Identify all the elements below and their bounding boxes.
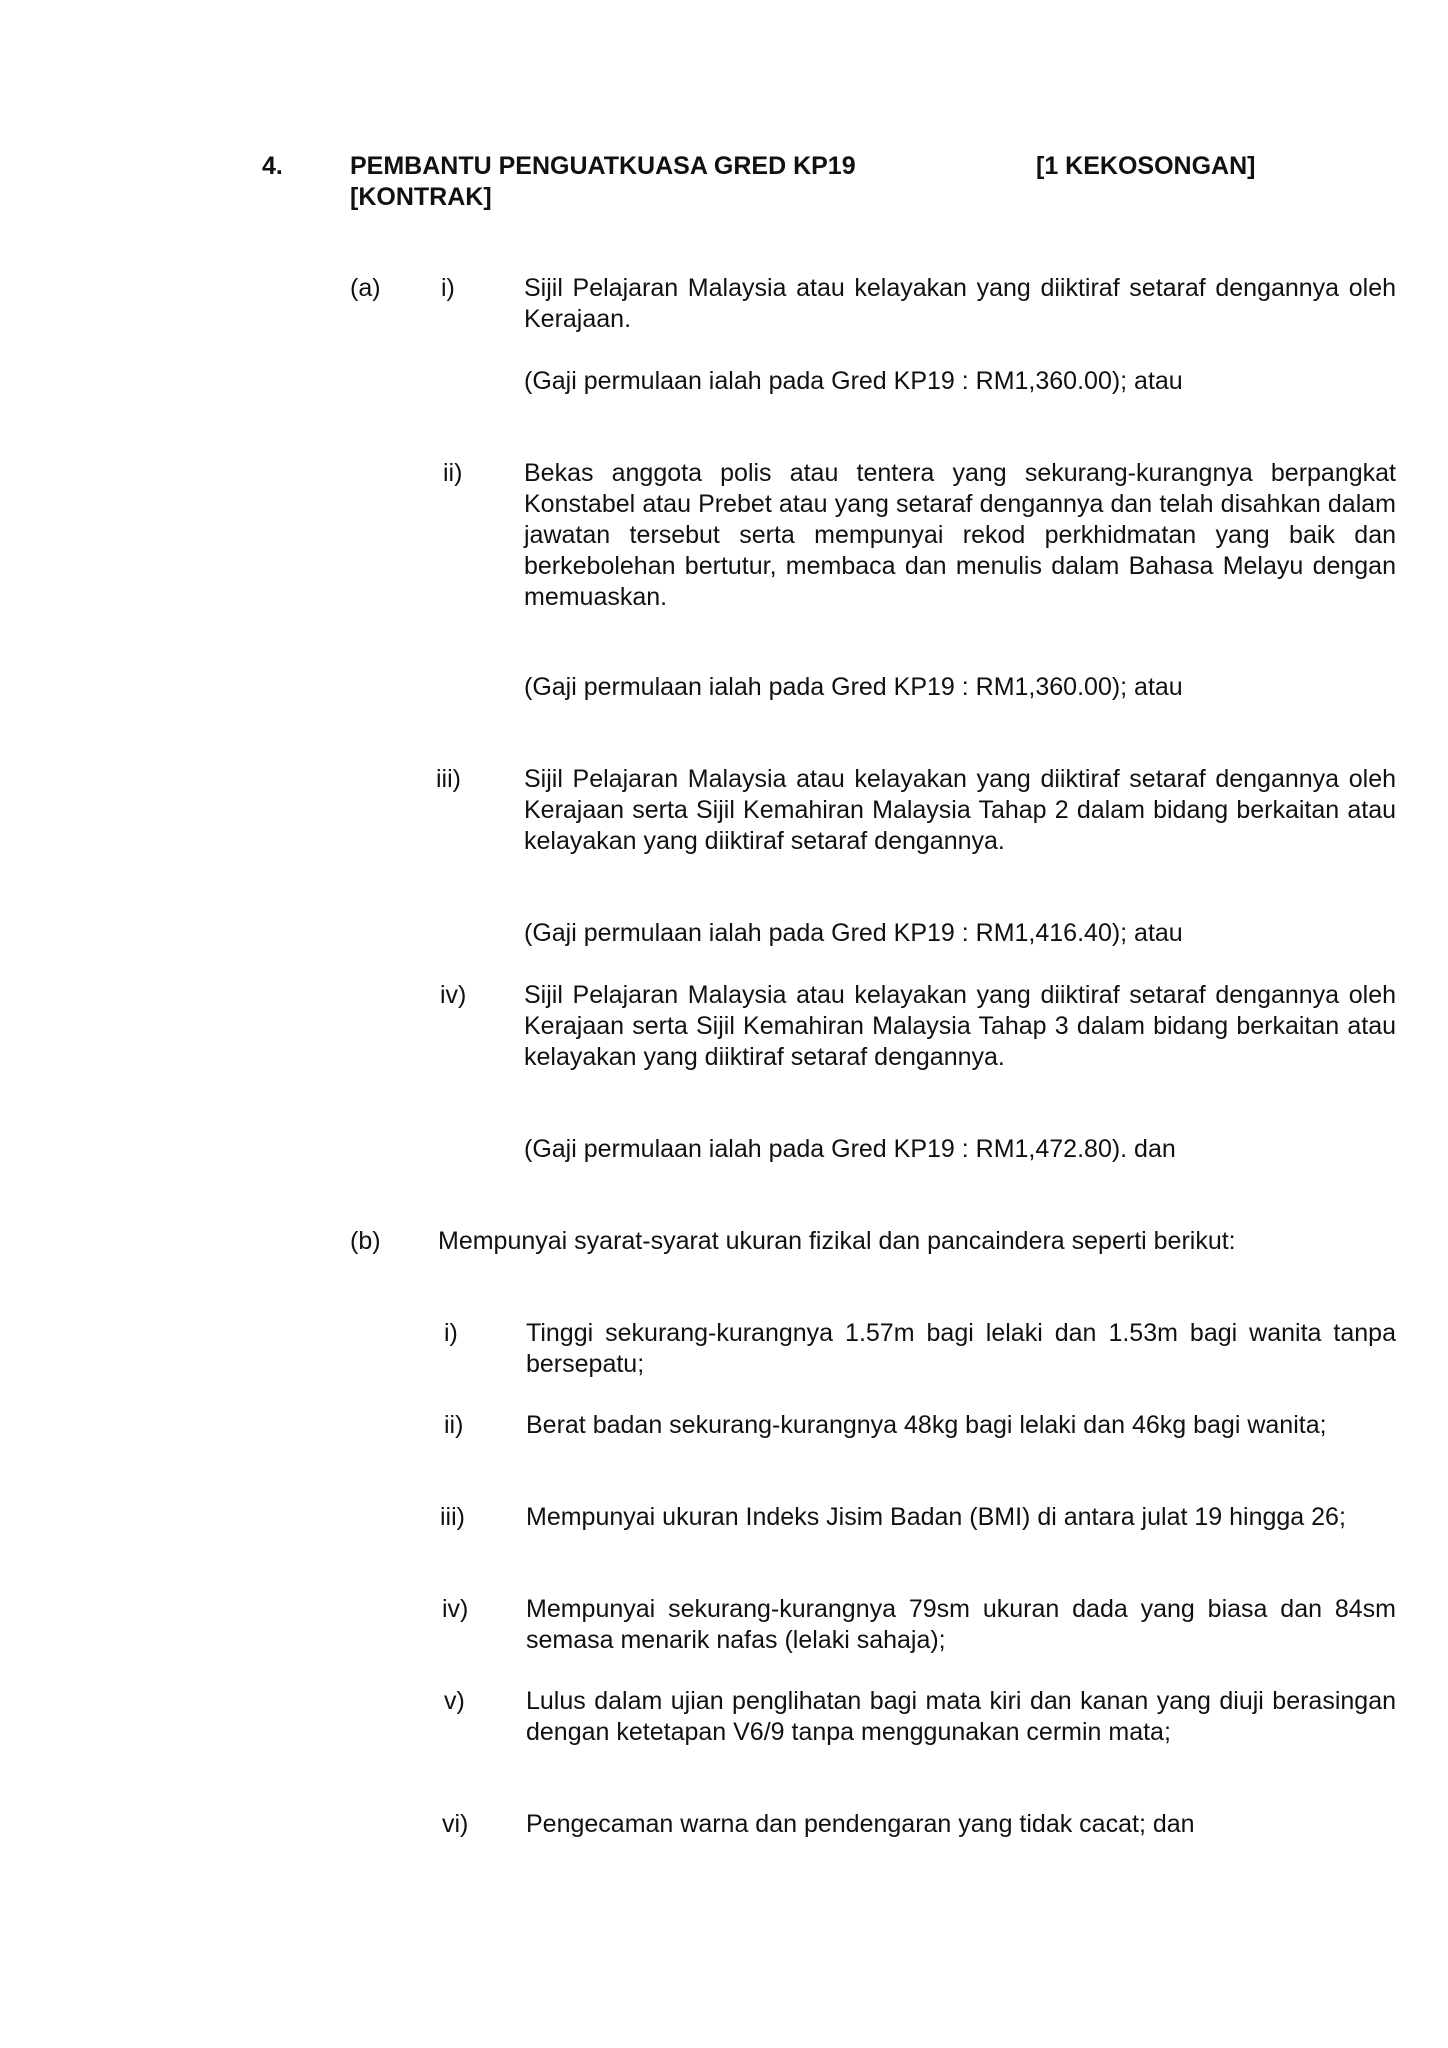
job-title: PEMBANTU PENGUATKUASA GRED KP19: [350, 152, 856, 180]
section-b-item-1-roman: i): [444, 1319, 458, 1347]
section-a-item-3-roman: iii): [436, 765, 461, 793]
section-b-item-4-roman: iv): [442, 1595, 469, 1623]
section-a-label: (a): [350, 274, 381, 302]
section-a-item-4-text: Sijil Pelajaran Malaysia atau kelayakan yang diiktiraf setaraf dengannya oleh Kerajaan serta Sijil Kemahiran Malaysia Tahap 3 dalam bidang berkaitan atau kelayakan yang diiktiraf setaraf dengannya.: [524, 981, 1396, 1071]
section-b-item-4-text: Mempunyai sekurang-kurangnya 79sm ukuran dada yang biasa dan 84sm semasa menarik nafas (lelaki sahaja);: [526, 1595, 1396, 1654]
section-b-label: (b): [350, 1227, 381, 1255]
section-b-item-3-text: Mempunyai ukuran Indeks Jisim Badan (BMI) di antara julat 19 hingga 26;: [526, 1503, 1346, 1531]
section-a-item-1-text: Sijil Pelajaran Malaysia atau kelayakan yang diiktiraf setaraf dengannya oleh Kerajaan.: [524, 274, 1396, 333]
vacancy-count: [1 KEKOSONGAN]: [1036, 152, 1256, 180]
section-b-item-5-roman: v): [444, 1687, 465, 1715]
section-b-item-2-roman: ii): [444, 1411, 464, 1439]
section-a-item-2-text: Bekas anggota polis atau tentera yang sekurang-kurangnya berpangkat Konstabel atau Prebet atau yang setaraf dengannya dan telah disahkan dalam jawatan tersebut serta mempunyai rekod perkhidmatan yang baik dan berkebolehan bertutur, membaca dan menulis dalam Bahasa Melayu dengan memuaskan.: [524, 459, 1396, 611]
section-a-item-3-text: Sijil Pelajaran Malaysia atau kelayakan yang diiktiraf setaraf dengannya oleh Kerajaan serta Sijil Kemahiran Malaysia Tahap 2 dalam bidang berkaitan atau kelayakan yang diiktiraf setaraf dengannya.: [524, 765, 1396, 855]
section-b-item-2-text: Berat badan sekurang-kurangnya 48kg bagi lelaki dan 46kg bagi wanita;: [526, 1411, 1327, 1439]
section-number: 4.: [262, 152, 283, 180]
section-b-item-3-roman: iii): [440, 1503, 465, 1531]
section-a-item-4-roman: iv): [440, 981, 467, 1009]
section-b-item-6-text: Pengecaman warna dan pendengaran yang tidak cacat; dan: [526, 1810, 1195, 1838]
section-a-item-2-roman: ii): [443, 459, 463, 487]
section-a-item-1-roman: i): [441, 274, 455, 302]
section-b-intro: Mempunyai syarat-syarat ukuran fizikal dan pancaindera seperti berikut:: [438, 1227, 1236, 1255]
section-b-item-6-roman: vi): [442, 1810, 469, 1838]
section-a-item-2-salary: (Gaji permulaan ialah pada Gred KP19 : RM1,360.00); atau: [524, 673, 1183, 701]
section-b-item-1-text: Tinggi sekurang-kurangnya 1.57m bagi lelaki dan 1.53m bagi wanita tanpa bersepatu;: [526, 1319, 1396, 1378]
section-a-item-4-salary: (Gaji permulaan ialah pada Gred KP19 : RM1,472.80). dan: [524, 1135, 1176, 1163]
section-b-item-5-text: Lulus dalam ujian penglihatan bagi mata kiri dan kanan yang diuji berasingan dengan ketetapan V6/9 tanpa menggunakan cermin mata;: [526, 1687, 1396, 1746]
contract-label: [KONTRAK]: [350, 183, 492, 211]
section-a-item-1-salary: (Gaji permulaan ialah pada Gred KP19 : RM1,360.00); atau: [524, 367, 1183, 395]
section-a-item-3-salary: (Gaji permulaan ialah pada Gred KP19 : RM1,416.40); atau: [524, 919, 1183, 947]
